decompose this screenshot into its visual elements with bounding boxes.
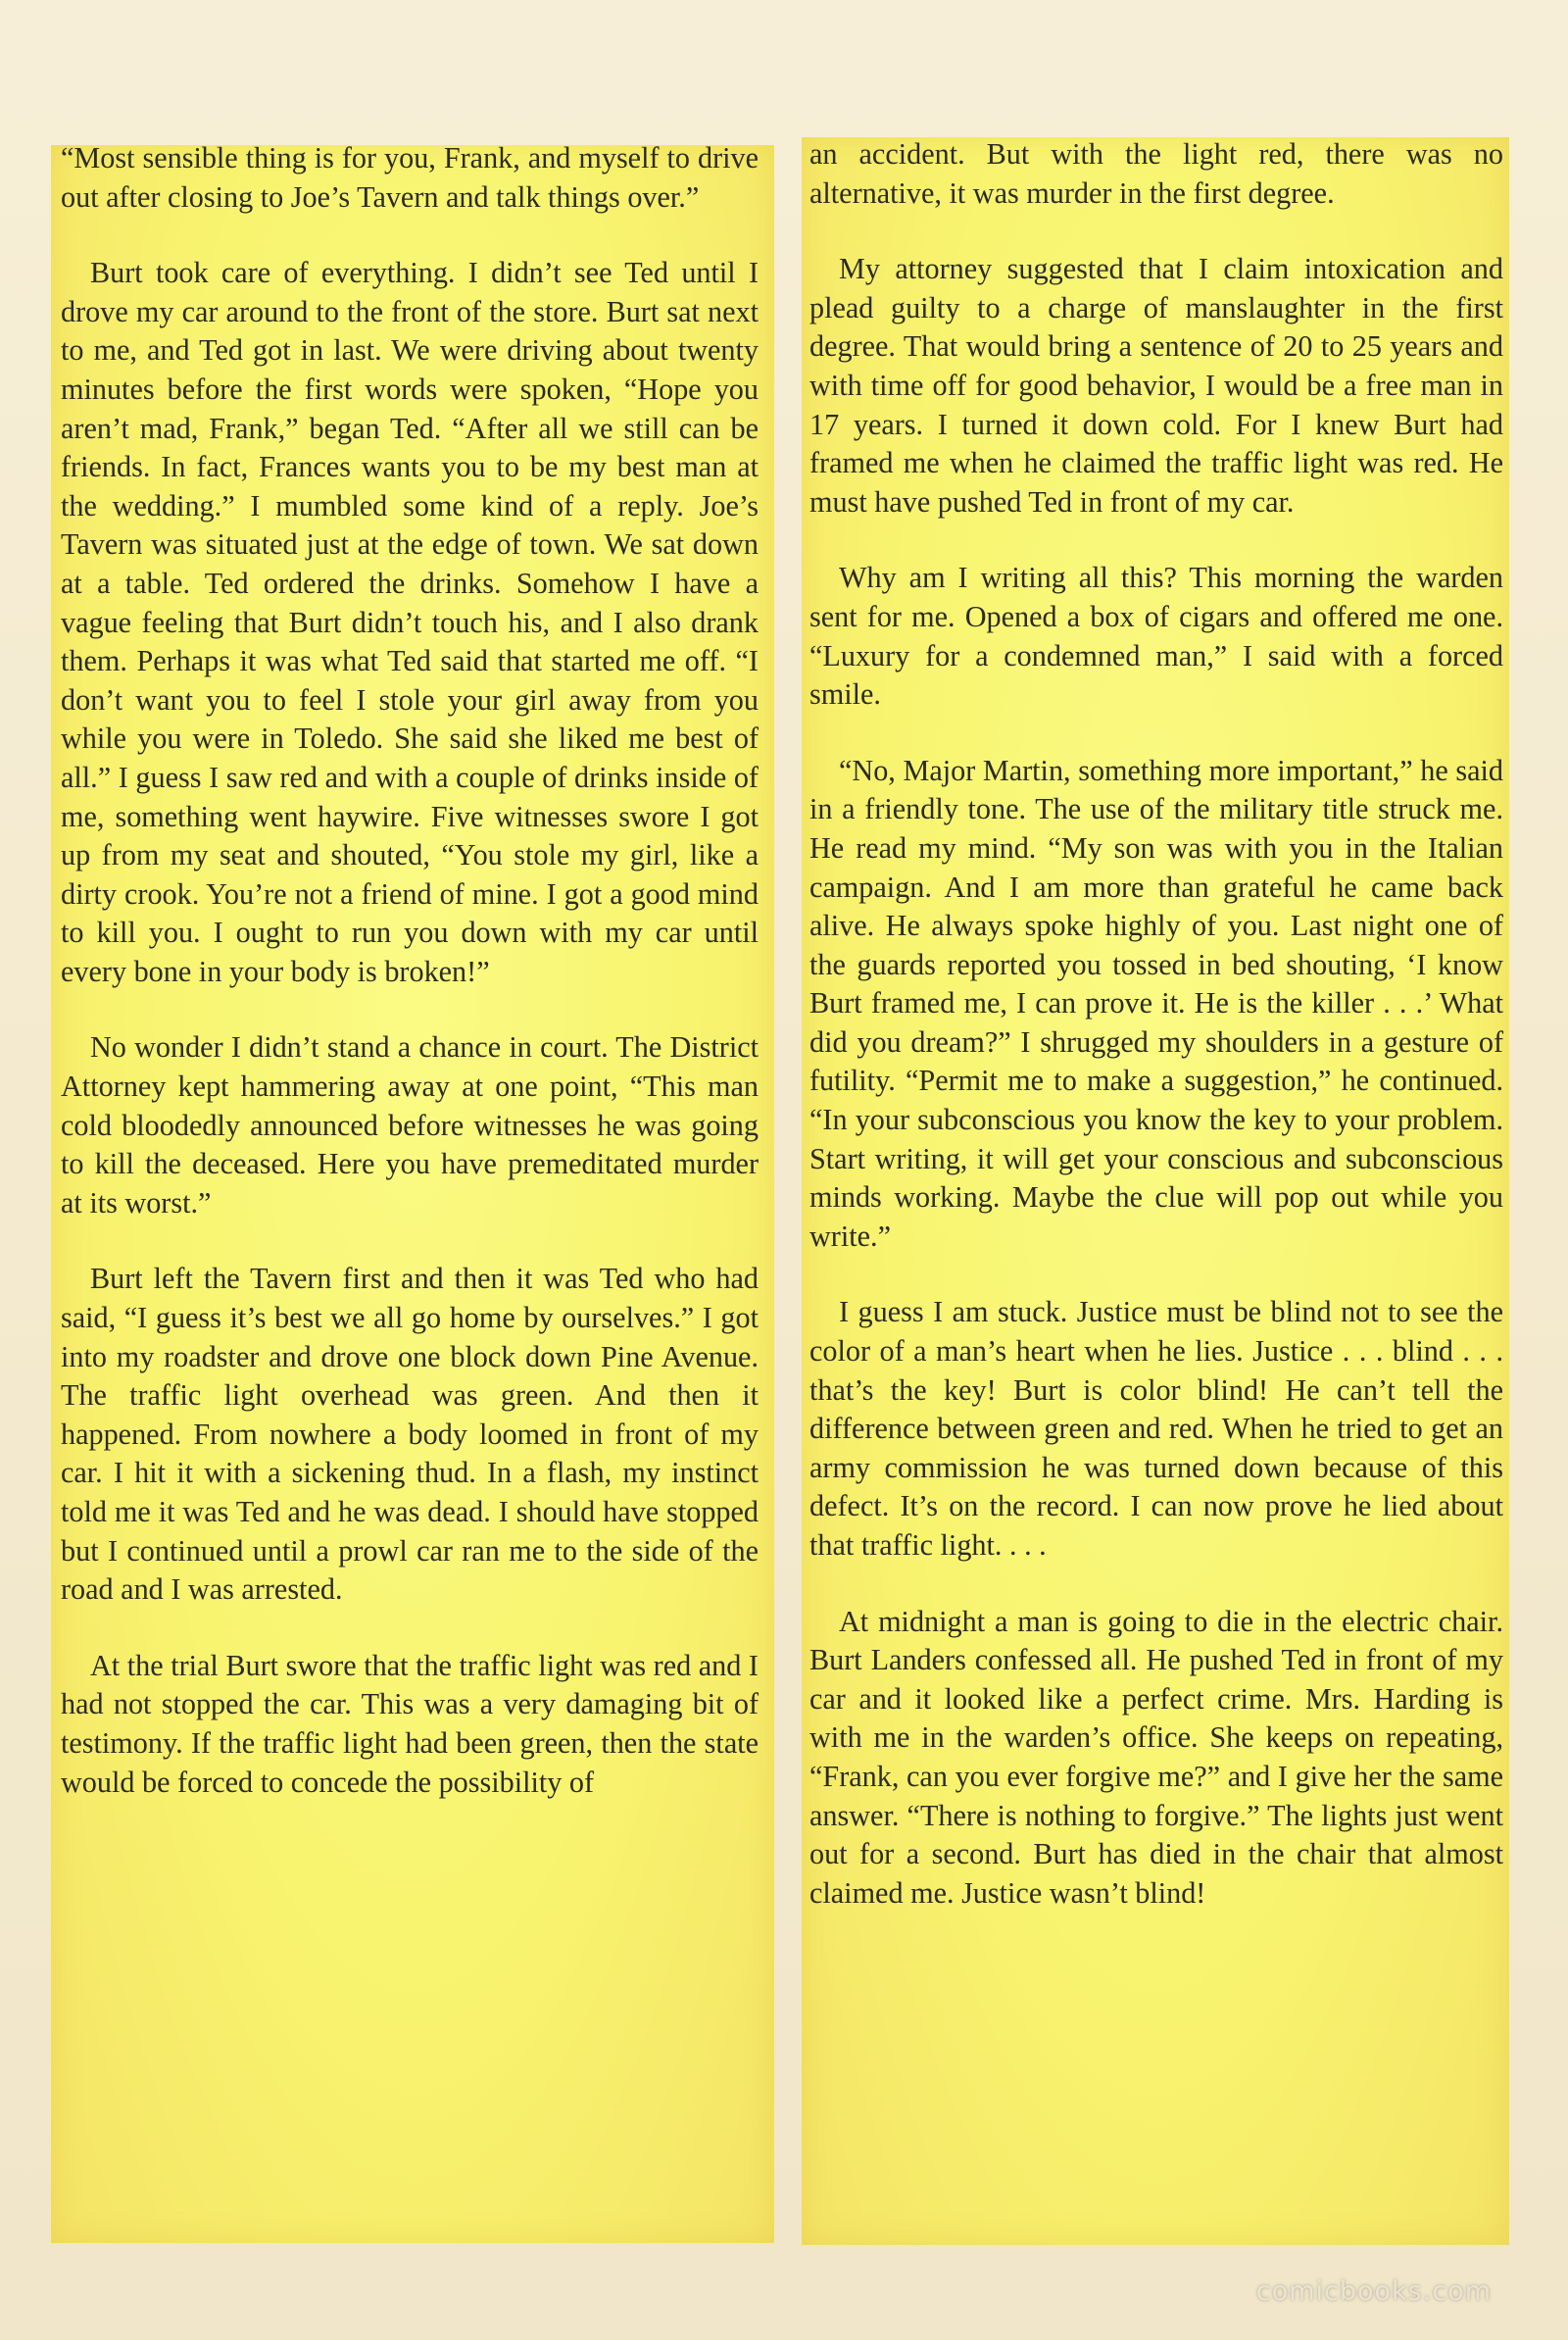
watermark: comicbooks.com <box>1255 2276 1492 2307</box>
paragraph: No wonder I didn’t stand a chance in court. The District Attorney kept hammering away at one point, “This man cold bloodedly announced before witnesses he was going to kill the deceased. Here you have premeditated murder at its worst.” <box>61 1030 759 1220</box>
paragraph: “No, Major Martin, something more important,” he said in a friendly tone. The use of the military title struck me. He read my mind. “My son was with you in the Italian campaign. And I am more than grateful he came back alive. He always spoke highly of you. Last night one of the guards reported you tossed in bed shouting, ‘I know Burt framed me, I can prove it. He is the killer . . .’ What did you dream?” I shrugged my shoulders in a gesture of futility. “Permit me to make a suggestion,” he continued. “In your subconscious you know the key to your problem. Start writing, it will get your conscious and subconscious minds working. Maybe the clue will pop out while you write.” <box>809 753 1503 1253</box>
paragraph: “Most sensible thing is for you, Frank, and myself to drive out after closing to Joe’s Tavern and talk things over.” <box>61 141 759 214</box>
paragraph: At midnight a man is going to die in the electric chair. Burt Landers confessed all. He pushed Ted in front of my car and it looked like a perfect crime. Mrs. Harding is with me in the warden’s office. She keeps on repeating, “Frank, can you ever forgive me?” and I give her the same answer. “There is nothing to forgive.” The lights just went out for a second. Burt has died in the chair that almost claimed me. Justice wasn’t blind! <box>809 1604 1503 1910</box>
paragraph: Burt left the Tavern first and then it was Ted who had said, “I guess it’s best we all go home by ourselves.” I got into my roadster and drove one block down Pine Avenue. The traffic light overhead was green. And then it happened. From nowhere a body loomed in front of my car. I hit it with a sickening thud. In a flash, my instinct told me it was Ted and he was dead. I should have stopped but I continued until a prowl car ran me to the side of the road and I was arrested. <box>61 1262 759 1607</box>
paragraph: I guess I am stuck. Justice must be blind not to see the color of a man’s heart when he lies. Justice . . . blind . . . that’s the key! Burt is color blind! He can’t tell the difference between green and red. When he tried to get an army commission he was turned down because of this defect. It’s on the record. I can now prove he lied about that traffic light. . . . <box>809 1295 1503 1562</box>
paragraph: At the trial Burt swore that the traffic light was red and I had not stopped the car. This was a very damaging bit of testimony. If the traffic light had been green, then the state would be forced to concede the possibility of <box>61 1648 759 1799</box>
paragraph: Burt took care of everything. I didn’t see Ted until I drove my car around to the front of the store. Burt sat next to me, and Ted got in last. We were driving about twenty minutes before the first words were spoken, “Hope you aren’t mad, Frank,” began Ted. “After all we still can be friends. In fact, Frances wants you to be my best man at the wedding.” I mumbled some kind of a reply. Joe’s Tavern was situated just at the edge of town. We sat down at a table. Ted ordered the drinks. Somehow I have a vague feeling that Burt didn’t touch his, and I also drank them. Perhaps it was what Ted said that started me off. “I don’t want you to feel I stole your girl away from you while you were in Toledo. She said she liked me best of all.” I guess I saw red and with a couple of drinks inside of me, something went haywire. Five witnesses swore I got up from my seat and shouted, “You stole my girl, like a dirty crook. You’re not a friend of mine. I got a good mind to kill you. I ought to run you down with my car until every bone in your body is broken!” <box>61 256 759 988</box>
paragraph: My attorney suggested that I claim intoxication and plead guilty to a charge of manslaughter in the first degree. That would bring a sentence of 20 to 25 years and with time off for good behavior, I would be a free man in 17 years. I turned it down cold. For I knew Burt had framed me when he claimed the traffic light was red. He must have pushed Ted in front of my car. <box>809 252 1503 519</box>
paragraph: an accident. But with the light red, there was no alternative, it was murder in the first degree. <box>809 137 1503 210</box>
paragraph: Why am I writing all this? This morning the warden sent for me. Opened a box of cigars and offered me one. “Luxury for a condemned man,” I said with a forced smile. <box>809 561 1503 712</box>
right-column <box>809 135 1503 1913</box>
left-column <box>61 139 759 1802</box>
